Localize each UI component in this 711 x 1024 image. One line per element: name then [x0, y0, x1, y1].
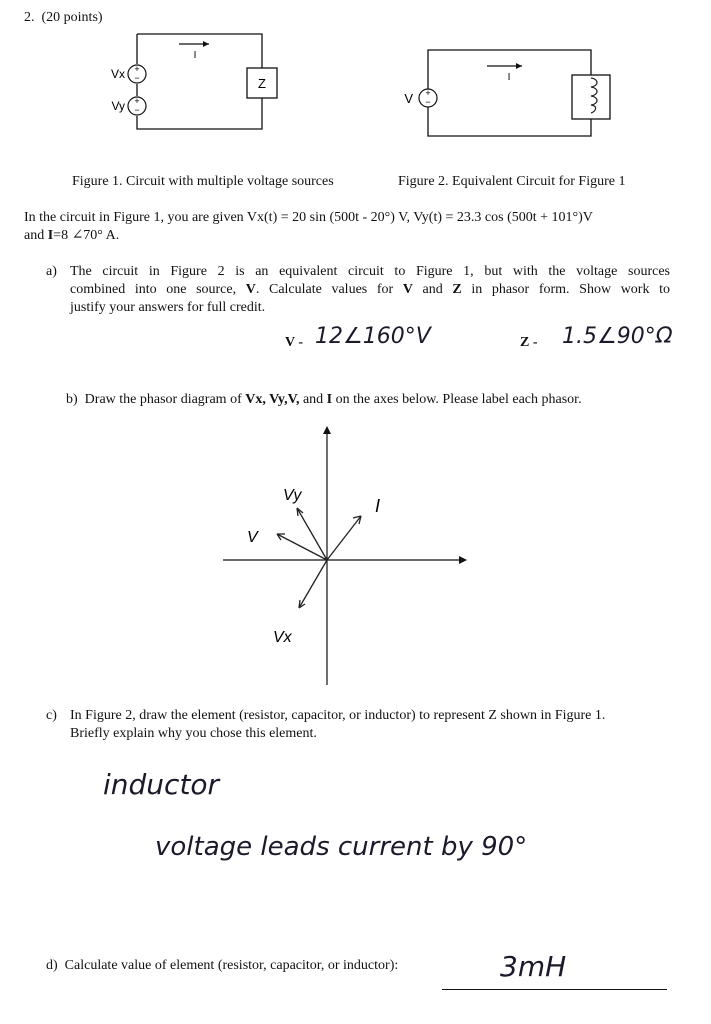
svg-text:+: + — [134, 96, 140, 106]
problem-number: 2. — [24, 10, 35, 25]
vx-phasor — [299, 560, 327, 608]
figure2-circuit — [395, 40, 625, 155]
svg-text:−: − — [134, 105, 140, 115]
part-a-text: The circuit in Figure 2 is an equivalent circuit to Figure 1, but with the voltage sources combined into one source, V. Calculate values for V and Z in phasor form. Show work to justify your answers for full credit. — [70, 264, 670, 315]
part-c-text: In Figure 2, draw the element (resistor, capacitor, or inductor) to represent Z shown in Figure 1. Briefly explain why you chose this element. — [70, 708, 606, 741]
part-d-answer: 3mH — [500, 950, 567, 983]
intro-line2: and I=8 ∠70° A. — [24, 228, 120, 243]
intro-line1: In the circuit in Figure 1, you are given Vx(t) = 20 sin (500t - 20°) V, Vy(t) = 23.3 cos (500t + 101°)V — [24, 210, 593, 225]
z-answer: 1.5∠90°Ω — [562, 324, 673, 349]
part-c-answer-element: inductor — [103, 768, 220, 801]
svg-text:+: + — [425, 88, 431, 98]
problem-points: (20 points) — [41, 10, 103, 25]
figure1-circuit — [95, 30, 295, 155]
z-label: Z — [258, 76, 266, 91]
i-phasor — [327, 516, 361, 560]
figure1-caption: Figure 1. Circuit with multiple voltage sources — [72, 174, 334, 189]
fig1-current-label: I — [193, 50, 197, 61]
vx-label: Vx — [110, 67, 125, 81]
vy-phasor-label: Vy — [283, 487, 302, 504]
i-phasor-label: I — [375, 496, 381, 516]
v-answer: 12∠160°V — [315, 324, 431, 349]
svg-text:+: + — [134, 64, 140, 74]
v-prompt: V - — [285, 335, 304, 350]
vy-label: Vy — [111, 99, 125, 113]
part-d-text: d) Calculate value of element (resistor, capacitor, or inductor): — [46, 958, 399, 973]
svg-text:−: − — [134, 73, 140, 83]
fig2-current-label: I — [507, 72, 511, 83]
vx-phasor-label: Vx — [273, 629, 292, 646]
v-label: V — [404, 91, 413, 106]
figure2-caption: Figure 2. Equivalent Circuit for Figure 1 — [398, 174, 626, 189]
intro-paragraph — [24, 209, 684, 245]
problem-header — [24, 9, 103, 27]
svg-text:−: − — [425, 97, 431, 107]
phasor-diagram — [215, 420, 480, 690]
z-prompt: Z - — [520, 335, 538, 350]
part-c-label: c) — [46, 708, 57, 723]
part-c-answer-reason: voltage leads current by 90° — [155, 832, 528, 862]
part-a-label: a) — [46, 264, 57, 279]
part-b-text: b) Draw the phasor diagram of Vx, Vy,V, and I on the axes below. Please label each phasor. — [66, 392, 582, 407]
v-phasor-label: V — [247, 529, 258, 546]
part-d-answer-line — [442, 989, 667, 990]
